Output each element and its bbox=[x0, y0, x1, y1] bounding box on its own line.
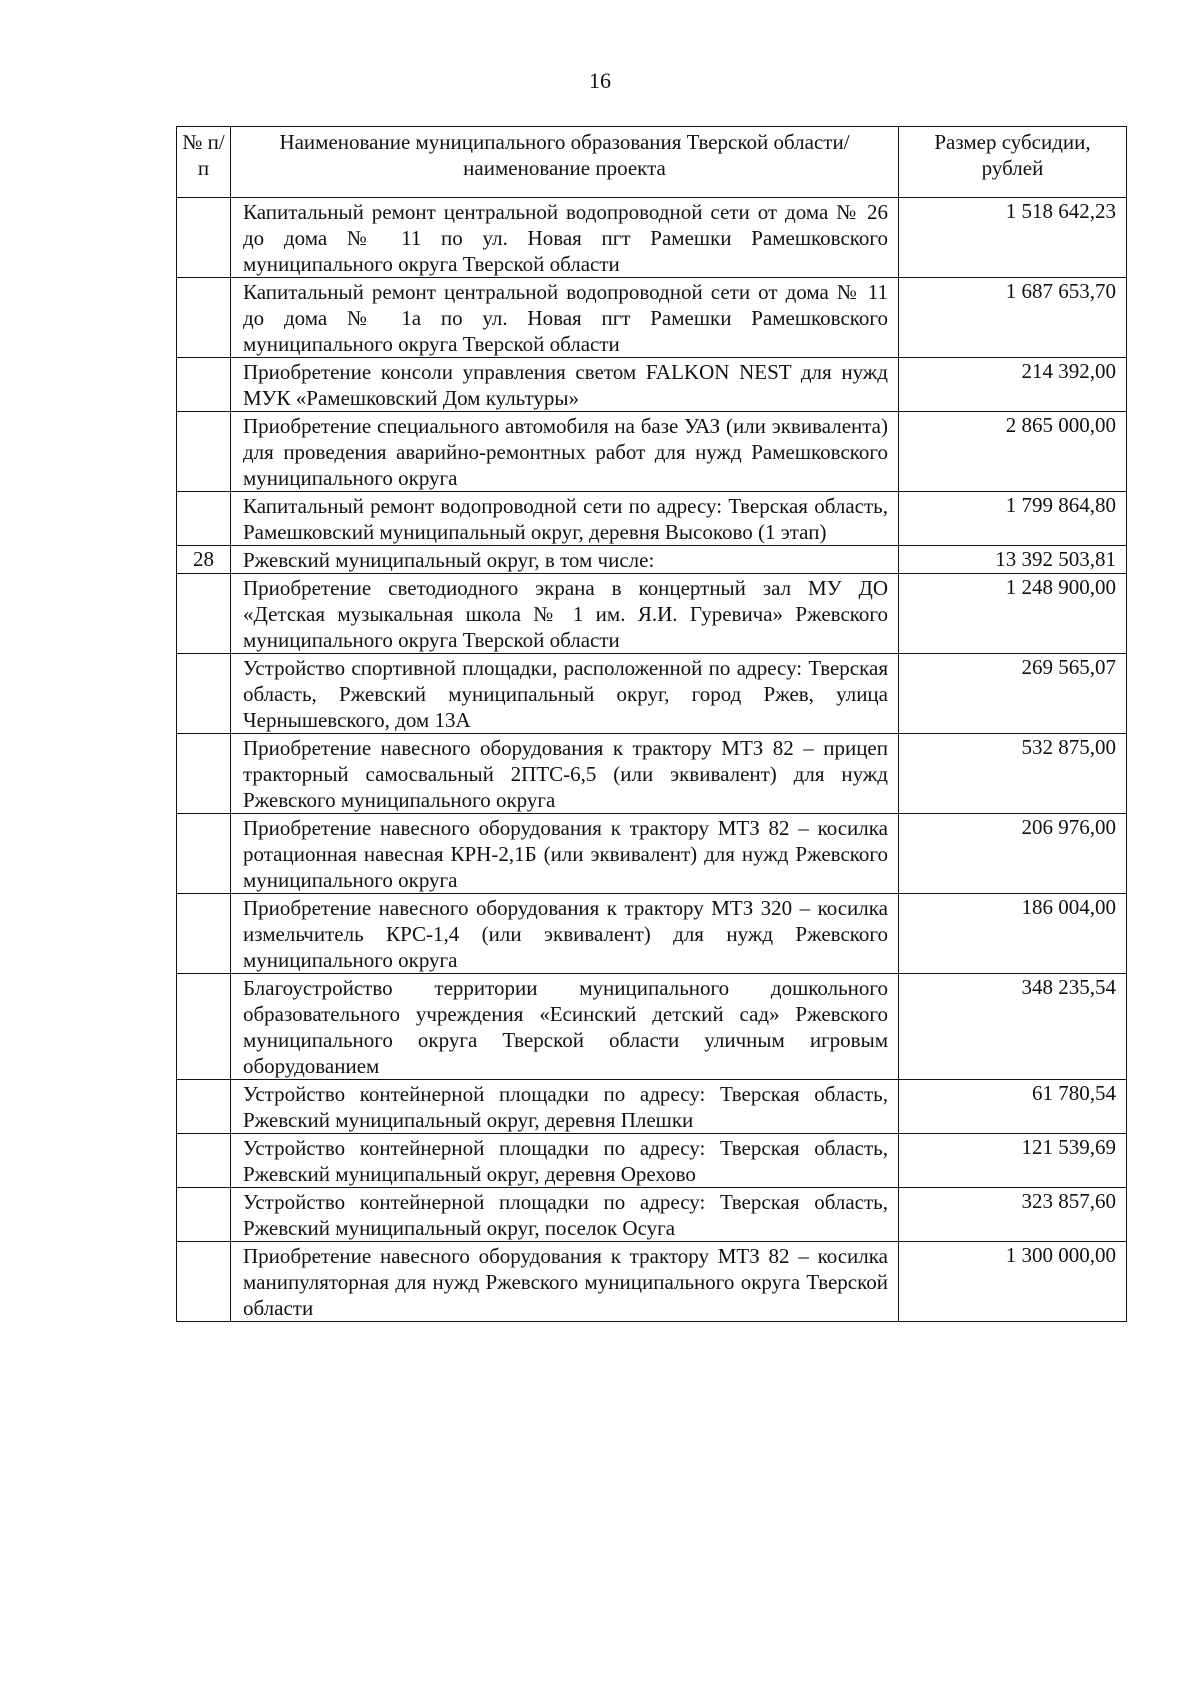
row-name: Устройство контейнерной площадки по адресу: Тверская область, Ржевский муниципальный округ, деревня Орехово bbox=[243, 1136, 888, 1186]
row-name: Приобретение консоли управления светом FALKON NEST для нужд МУК «Рамешковский Дом культуры» bbox=[243, 360, 888, 410]
row-sum: 269 565,07 bbox=[1021, 655, 1116, 679]
row-sum-cell bbox=[899, 1242, 1127, 1322]
row-number-cell bbox=[177, 1188, 231, 1242]
row-sum-cell bbox=[899, 1080, 1127, 1134]
row-sum-cell bbox=[899, 974, 1127, 1080]
row-name: Благоустройство территории муниципального дошкольного образовательного учреждения «Есинский детский сад» Ржевского муниципального округа Тверской области уличным игровым оборудованием bbox=[243, 976, 888, 1078]
row-sum-cell bbox=[899, 198, 1127, 278]
table-row bbox=[177, 198, 1127, 278]
table-body bbox=[177, 198, 1127, 1322]
row-sum: 323 857,60 bbox=[1021, 1189, 1116, 1213]
row-name-cell bbox=[231, 412, 899, 492]
row-sum-cell bbox=[899, 894, 1127, 974]
header-sum: Размер субсидии, рублей bbox=[899, 127, 1127, 198]
row-name-cell bbox=[231, 492, 899, 546]
row-name: Приобретение навесного оборудования к трактору МТЗ 82 – прицеп тракторный самосвальный 2ПТС-6,5 (или эквивалент) для нужд Ржевского муниципального округа bbox=[243, 736, 888, 812]
row-sum: 121 539,69 bbox=[1021, 1135, 1116, 1159]
row-name: Приобретение навесного оборудования к трактору МТЗ 82 – косилка ротационная навесная КРН-2,1Б (или эквивалент) для нужд Ржевского муниципального округа bbox=[243, 816, 888, 892]
row-name-cell bbox=[231, 198, 899, 278]
row-name: Капитальный ремонт водопроводной сети по адресу: Тверская область, Рамешковский муниципальный округ, деревня Высоково (1 этап) bbox=[243, 494, 888, 544]
row-sum: 1 518 642,23 bbox=[1005, 199, 1116, 223]
row-sum: 61 780,54 bbox=[1032, 1081, 1116, 1105]
row-sum-cell bbox=[899, 1134, 1127, 1188]
row-number-cell bbox=[177, 574, 231, 654]
row-number-cell bbox=[177, 358, 231, 412]
row-name: Приобретение навесного оборудования к трактору МТЗ 82 – косилка манипуляторная для нужд Ржевского муниципального округа Тверской области bbox=[243, 1244, 888, 1320]
row-sum-cell bbox=[899, 278, 1127, 358]
row-name-cell bbox=[231, 358, 899, 412]
row-number-cell bbox=[177, 814, 231, 894]
row-sum: 214 392,00 bbox=[1021, 359, 1116, 383]
table-row bbox=[177, 894, 1127, 974]
table-row-municipality bbox=[177, 546, 1127, 574]
row-name: Ржевский муниципальный округ, в том числе: bbox=[243, 548, 655, 572]
table-row bbox=[177, 278, 1127, 358]
row-sum: 1 248 900,00 bbox=[1005, 575, 1116, 599]
table-row bbox=[177, 814, 1127, 894]
table-row bbox=[177, 1188, 1127, 1242]
row-sum-cell bbox=[899, 814, 1127, 894]
table-row bbox=[177, 654, 1127, 734]
table-row bbox=[177, 492, 1127, 546]
row-name-cell bbox=[231, 814, 899, 894]
row-number-cell bbox=[177, 974, 231, 1080]
header-name: Наименование муниципального образования Тверской области/наименование проекта bbox=[231, 127, 899, 198]
row-name-cell bbox=[231, 1242, 899, 1322]
table-row bbox=[177, 412, 1127, 492]
row-sum-cell bbox=[899, 546, 1127, 574]
row-name-cell bbox=[231, 894, 899, 974]
row-number-cell bbox=[177, 412, 231, 492]
row-name-cell bbox=[231, 278, 899, 358]
row-name-cell bbox=[231, 734, 899, 814]
table-row bbox=[177, 734, 1127, 814]
row-name: Устройство контейнерной площадки по адресу: Тверская область, Ржевский муниципальный округ, поселок Осуга bbox=[243, 1190, 888, 1240]
table-header-row bbox=[177, 127, 1127, 198]
row-name-cell bbox=[231, 1188, 899, 1242]
row-name: Приобретение специального автомобиля на базе УАЗ (или эквивалента) для проведения аварийно-ремонтных работ для нужд Рамешковского муниципального округа bbox=[243, 414, 888, 490]
row-number-cell bbox=[177, 1080, 231, 1134]
table-row bbox=[177, 1080, 1127, 1134]
row-number-cell bbox=[177, 894, 231, 974]
table-row bbox=[177, 1134, 1127, 1188]
row-sum: 532 875,00 bbox=[1021, 735, 1116, 759]
row-number-cell bbox=[177, 1242, 231, 1322]
row-name-cell bbox=[231, 1134, 899, 1188]
row-sum: 1 687 653,70 bbox=[1005, 279, 1116, 303]
row-sum: 348 235,54 bbox=[1021, 975, 1116, 999]
row-sum-cell bbox=[899, 574, 1127, 654]
row-sum-cell bbox=[899, 492, 1127, 546]
row-name-cell bbox=[231, 654, 899, 734]
row-name: Капитальный ремонт центральной водопроводной сети от дома № 11 до дома № 1а по ул. Новая пгт Рамешки Рамешковского муниципального округа Тверской области bbox=[243, 280, 888, 356]
row-number-cell bbox=[177, 278, 231, 358]
row-name-cell bbox=[231, 546, 899, 574]
row-name-cell bbox=[231, 974, 899, 1080]
table-row bbox=[177, 574, 1127, 654]
row-sum-cell bbox=[899, 412, 1127, 492]
page-number: 16 bbox=[589, 68, 611, 93]
row-sum: 1 300 000,00 bbox=[1005, 1243, 1116, 1267]
row-number-cell bbox=[177, 492, 231, 546]
row-sum-cell bbox=[899, 654, 1127, 734]
table-row bbox=[177, 1242, 1127, 1322]
row-number-cell bbox=[177, 546, 231, 574]
row-name: Приобретение навесного оборудования к трактору МТЗ 320 – косилка измельчитель КРС-1,4 (или эквивалент) для нужд Ржевского муниципального округа bbox=[243, 896, 888, 972]
row-name: Устройство контейнерной площадки по адресу: Тверская область, Ржевский муниципальный округ, деревня Плешки bbox=[243, 1082, 888, 1132]
row-sum: 206 976,00 bbox=[1021, 815, 1116, 839]
row-name: Капитальный ремонт центральной водопроводной сети от дома № 26 до дома № 11 по ул. Новая пгт Рамешки Рамешковского муниципального округа Тверской области bbox=[243, 200, 888, 276]
row-number-cell bbox=[177, 734, 231, 814]
row-number: 28 bbox=[193, 547, 214, 571]
subsidy-table bbox=[176, 126, 1127, 1322]
table-row bbox=[177, 358, 1127, 412]
row-sum-cell bbox=[899, 1188, 1127, 1242]
row-sum: 2 865 000,00 bbox=[1005, 413, 1116, 437]
row-number-cell bbox=[177, 198, 231, 278]
table-row bbox=[177, 974, 1127, 1080]
row-sum-cell bbox=[899, 358, 1127, 412]
row-name: Устройство спортивной площадки, расположенной по адресу: Тверская область, Ржевский муниципальный округ, город Ржев, улица Чернышевского, дом 13А bbox=[243, 656, 888, 732]
row-number-cell bbox=[177, 654, 231, 734]
header-number: № п/п bbox=[177, 127, 231, 198]
row-sum: 186 004,00 bbox=[1021, 895, 1116, 919]
row-name-cell bbox=[231, 574, 899, 654]
row-sum: 13 392 503,81 bbox=[995, 547, 1116, 571]
row-sum: 1 799 864,80 bbox=[1005, 493, 1116, 517]
row-name: Приобретение светодиодного экрана в концертный зал МУ ДО «Детская музыкальная школа № 1 им. Я.И. Гуревича» Ржевского муниципального округа Тверской области bbox=[243, 576, 888, 652]
row-number-cell bbox=[177, 1134, 231, 1188]
row-name-cell bbox=[231, 1080, 899, 1134]
row-sum-cell bbox=[899, 734, 1127, 814]
